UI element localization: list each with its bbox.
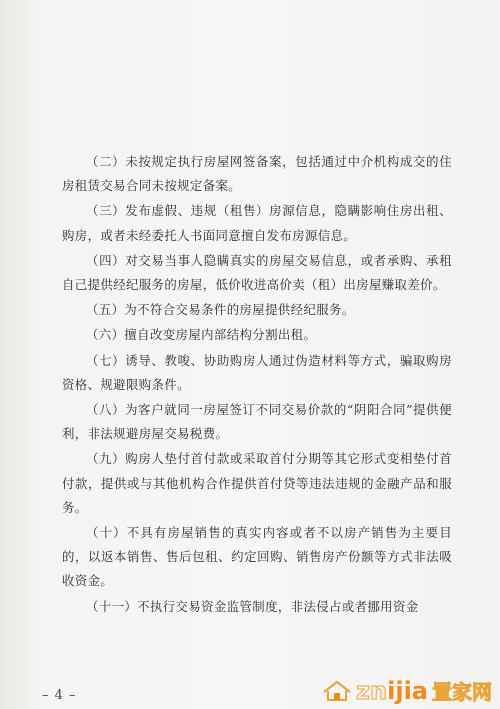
paragraph-8: （八）为客户就同一房屋签订不同交易价款的“阴阳合同”提供便利，非法规避房屋交易税费。	[62, 402, 452, 442]
watermark-brand-cn: 置家网	[432, 680, 492, 704]
page-number: – 4 –	[42, 688, 77, 703]
paragraph-5: （五）为不符合交易条件的房屋提供经纪服务。	[86, 302, 355, 318]
site-watermark	[322, 676, 492, 705]
house-logo-icon	[322, 680, 352, 702]
paragraph-4: （四）对交易当事人隐瞒真实的房屋交易信息，或者承购、承租自己提供经纪服务的房屋，低价收进高价卖（租）出房屋赚取差价。	[62, 252, 452, 293]
paragraph-9: （九）购房人垫付首付款或采取首付分期等其它形式变相垫付首付款，提供或与其他机构合作提供首付贷等违法违规的金融产品和服务。	[62, 451, 452, 515]
watermark-brand: znijia	[356, 676, 428, 705]
paragraph-10: （十）不具有房屋销售的真实内容或者不以房产销售为主要目的，以返本销售、售后包租、约定回购、销售房产份额等方式非法吸收资金。	[62, 525, 452, 589]
paragraph-3: （三）发布虚假、违规（租售）房源信息，隐瞒影响住房出租、购房，或者未经委托人书面同意擅自发布房源信息。	[62, 203, 452, 243]
document-body	[62, 150, 452, 620]
paragraph-11: （十一）不执行交易资金监管制度，非法侵占或者挪用资金	[86, 598, 419, 614]
paragraph-7: （七）诱导、教唆、协助购房人通过伪造材料等方式，骗取购房资格、规避限购条件。	[62, 352, 452, 392]
paragraph-2: （二）未按规定执行房屋网签备案，包括通过中介机构成交的住房租赁交易合同未按规定备案。	[62, 154, 452, 194]
paragraph-6: （六）擅自改变房屋内部结构分割出租。	[86, 327, 317, 343]
